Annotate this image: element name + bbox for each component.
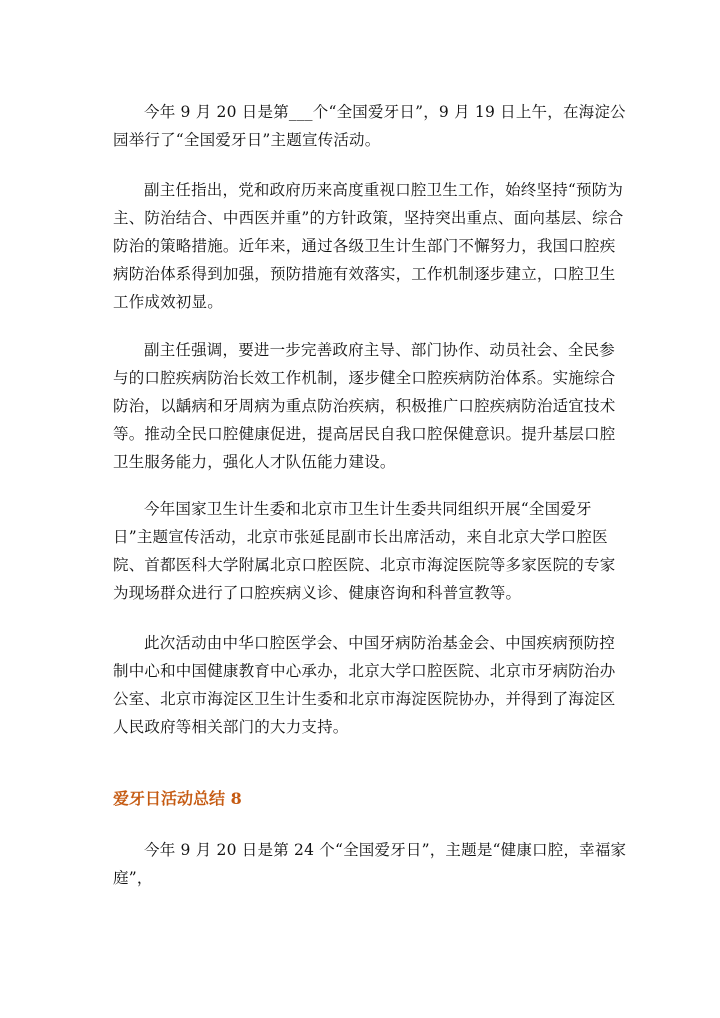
paragraph-1: 今年 9 月 20 日是第___个“全国爱牙日”，9 月 19 日上午，在海淀公园举行了“全国爱牙日”主题宣传活动。 [113,103,626,149]
section-paragraph: 今年 9 月 20 日是第 24 个“全国爱牙日”，主题是“健康口腔，幸福家庭”， [113,841,627,887]
paragraph-2: 副主任指出，党和政府历来高度重视口腔卫生工作，始终坚持“预防为主、防治结合、中西医并重”的方针政策，坚持突出重点、面向基层、综合防治的策略措施。近年来，通过各级卫生计生部门不懈努力，我国口腔疾病防治体系得到加强，预防措施有效落实，工作机制逐步建立，口腔卫生工作成效初显。 [113,181,624,311]
paragraph-3: 副主任强调，要进一步完善政府主导、部门协作、动员社会、全民参与的口腔疾病防治长效工作机制，逐步健全口腔疾病防治体系。实施综合防治，以龋病和牙周病为重点防治疾病，积极推广口腔疾病防治适宜技术等。推动全民口腔健康促进，提高居民自我口腔保健意识。提升基层口腔卫生服务能力，强化人才队伍能力建设。 [113,341,616,471]
paragraph-5: 此次活动由中华口腔医学会、中国牙病防治基金会、中国疾病预防控制中心和中国健康教育中心承办，北京大学口腔医院、北京市牙病防治办公室、北京市海淀区卫生计生委和北京市海淀医院协办，并得到了海淀区人民政府等相关部门的大力支持。 [113,634,616,736]
paragraph-4: 今年国家卫生计生委和北京市卫生计生委共同组织开展“全国爱牙日”主题宣传活动，北京市张延昆副市长出席活动，来自北京大学口腔医院、首都医科大学附属北京口腔医院、北京市海淀医院等多家医院的专家为现场群众进行了口腔疾病义诊、健康咨询和科普宣教等。 [113,500,616,602]
section-heading: 爱牙日活动总结 8 [113,789,242,808]
